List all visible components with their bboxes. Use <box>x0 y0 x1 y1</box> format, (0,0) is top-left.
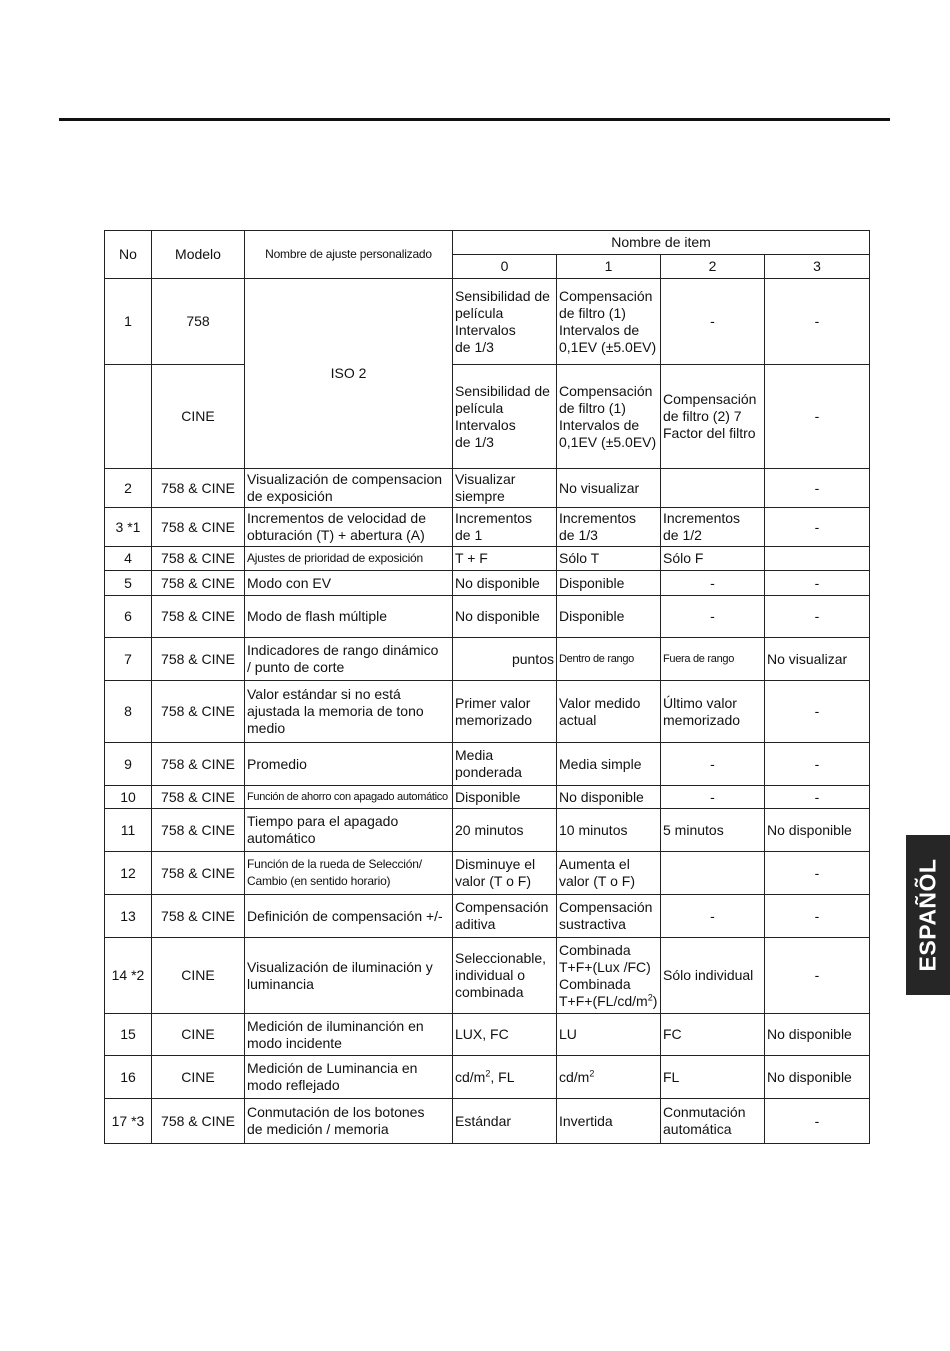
row-item-0-suffix: , FL <box>490 1068 515 1085</box>
row-no: 9 <box>105 743 152 786</box>
row-setting-name: Tiempo para el apagado automático <box>245 809 453 852</box>
row-setting-name: Conmutación de los botones de medición / memoria <box>245 1099 453 1144</box>
row-item-2: - <box>661 279 765 365</box>
row-item-2: Compensación de filtro (2) 7 Factor del filtro <box>661 365 765 469</box>
row-item-0: Primer valor memorizado <box>453 681 557 743</box>
row-no: 1 <box>105 279 152 365</box>
table-row <box>105 681 870 743</box>
row-item-3: - <box>765 681 870 743</box>
header-item-2: 2 <box>661 255 765 279</box>
row-model: 758 & CINE <box>152 743 245 786</box>
row-item-1: Compensación de filtro (1) Intervalos de 0,1EV (±5.0EV) <box>557 279 661 365</box>
row-item-2: Fuera de rango <box>661 638 765 681</box>
header-item-group: Nombre de item <box>453 231 870 255</box>
row-setting-name: Función de la rueda de Selección/ Cambio (en sentido horario) <box>245 852 453 895</box>
row-item-1: Disponible <box>557 571 661 596</box>
row-item-3: - <box>765 895 870 938</box>
header-model: Modelo <box>152 231 245 279</box>
row-model: CINE <box>152 1056 245 1099</box>
row-item-2: 5 minutos <box>661 809 765 852</box>
table-row <box>105 596 870 638</box>
row-no: 11 <box>105 809 152 852</box>
table-row <box>105 743 870 786</box>
row-no: 16 <box>105 1056 152 1099</box>
table-row <box>105 938 870 1014</box>
row-item-1: Incrementos de 1/3 <box>557 508 661 547</box>
row-item-0: puntos <box>453 638 557 681</box>
row-model: 758 & CINE <box>152 638 245 681</box>
row-item-3: - <box>765 571 870 596</box>
row-item-2: Sólo F <box>661 547 765 571</box>
row-no: 12 <box>105 852 152 895</box>
row-model: 758 & CINE <box>152 1099 245 1144</box>
row-no <box>105 365 152 469</box>
row-item-0 <box>453 1056 557 1099</box>
language-tab <box>906 835 950 995</box>
row-item-2: - <box>661 786 765 809</box>
row-setting-name: Función de ahorro con apagado automático <box>245 786 453 809</box>
row-item-3: - <box>765 938 870 1014</box>
header-no: No <box>105 231 152 279</box>
row-item-0: Media ponderada <box>453 743 557 786</box>
row-item-1: Media simple <box>557 743 661 786</box>
row-item-1 <box>557 1056 661 1099</box>
row-model: CINE <box>152 938 245 1014</box>
row-item-3: - <box>765 852 870 895</box>
row-item-0: LUX, FC <box>453 1014 557 1056</box>
row-model: CINE <box>152 1014 245 1056</box>
row-item-0: No disponible <box>453 571 557 596</box>
row-item-2: - <box>661 596 765 638</box>
table-row <box>105 469 870 508</box>
row-item-2: - <box>661 895 765 938</box>
row-item-0: Disminuye el valor (T o F) <box>453 852 557 895</box>
row-no: 6 <box>105 596 152 638</box>
row-model: 758 & CINE <box>152 596 245 638</box>
row-item-1-text: Combinada T+F+(Lux /FC) Combinada T+F+(FL/cd/m <box>559 941 651 1009</box>
row-item-0: Estándar <box>453 1099 557 1144</box>
row-no: 10 <box>105 786 152 809</box>
row-item-0: Sensibilidad de película Intervalos de 1/3 <box>453 365 557 469</box>
row-item-1: Aumenta el valor (T o F) <box>557 852 661 895</box>
row-item-0: No disponible <box>453 596 557 638</box>
table-row <box>105 571 870 596</box>
row-item-0: Seleccionable, individual o combinada <box>453 938 557 1014</box>
row-model: 758 & CINE <box>152 547 245 571</box>
row-item-2: Conmutación automática <box>661 1099 765 1144</box>
row-model: 758 & CINE <box>152 786 245 809</box>
row-item-2: FC <box>661 1014 765 1056</box>
table-row <box>105 1099 870 1144</box>
row-item-2: FL <box>661 1056 765 1099</box>
row-setting-name: Visualización de iluminación y luminancia <box>245 938 453 1014</box>
row-no: 3 *1 <box>105 508 152 547</box>
row-item-2: - <box>661 571 765 596</box>
row-item-2 <box>661 469 765 508</box>
row-no: 2 <box>105 469 152 508</box>
row-model: 758 & CINE <box>152 469 245 508</box>
superscript: 2 <box>485 1067 491 1078</box>
row-item-1: Invertida <box>557 1099 661 1144</box>
table-row <box>105 638 870 681</box>
header-setting-name: Nombre de ajuste personalizado <box>245 231 453 279</box>
table-row <box>105 365 870 469</box>
row-item-0: T + F <box>453 547 557 571</box>
row-model: 758 & CINE <box>152 809 245 852</box>
row-setting-name: Valor estándar si no está ajustada la memoria de tono medio <box>245 681 453 743</box>
row-no: 17 *3 <box>105 1099 152 1144</box>
table-row <box>105 279 870 365</box>
row-item-0: Incrementos de 1 <box>453 508 557 547</box>
row-item-3: No visualizar <box>765 638 870 681</box>
row-setting-name: ISO 2 <box>245 279 453 469</box>
row-item-3: - <box>765 365 870 469</box>
row-item-1: Compensación sustractiva <box>557 895 661 938</box>
row-item-3: No disponible <box>765 809 870 852</box>
row-setting-name: Modo con EV <box>245 571 453 596</box>
row-no: 7 <box>105 638 152 681</box>
row-item-0: Visualizar siempre <box>453 469 557 508</box>
row-item-1: LU <box>557 1014 661 1056</box>
row-item-3: - <box>765 1099 870 1144</box>
row-item-1-suffix: ) <box>652 992 658 1009</box>
row-item-0: Disponible <box>453 786 557 809</box>
row-item-0: Sensibilidad de película Intervalos de 1/3 <box>453 279 557 365</box>
row-setting-name: Incrementos de velocidad de obturación (T) + abertura (A) <box>245 508 453 547</box>
superscript: 2 <box>589 1067 595 1078</box>
language-tab-label: ESPAÑÕL <box>914 858 941 972</box>
row-model: 758 <box>152 279 245 365</box>
row-setting-name: Ajustes de prioridad de exposición <box>245 547 453 571</box>
header-item-0: 0 <box>453 255 557 279</box>
table-row <box>105 1056 870 1099</box>
row-item-1: No disponible <box>557 786 661 809</box>
row-model: 758 & CINE <box>152 571 245 596</box>
row-no: 8 <box>105 681 152 743</box>
table-row <box>105 809 870 852</box>
row-item-1: Dentro de rango <box>557 638 661 681</box>
table-row <box>105 547 870 571</box>
row-item-1 <box>557 938 661 1014</box>
row-setting-name: Modo de flash múltiple <box>245 596 453 638</box>
row-item-0: Compensación aditiva <box>453 895 557 938</box>
row-item-1: Valor medido actual <box>557 681 661 743</box>
row-item-0: 20 minutos <box>453 809 557 852</box>
table-row <box>105 895 870 938</box>
row-item-3: - <box>765 786 870 809</box>
row-item-1: Compensación de filtro (1) Intervalos de 0,1EV (±5.0EV) <box>557 365 661 469</box>
table-row <box>105 786 870 809</box>
row-item-1-text: cd/m <box>559 1068 590 1085</box>
row-model: 758 & CINE <box>152 852 245 895</box>
row-item-3 <box>765 547 870 571</box>
row-item-3: - <box>765 743 870 786</box>
row-model: 758 & CINE <box>152 681 245 743</box>
row-item-2: Incrementos de 1/2 <box>661 508 765 547</box>
row-no: 14 *2 <box>105 938 152 1014</box>
row-setting-name: Promedio <box>245 743 453 786</box>
row-no: 13 <box>105 895 152 938</box>
header-item-1: 1 <box>557 255 661 279</box>
row-item-1: 10 minutos <box>557 809 661 852</box>
row-model: CINE <box>152 365 245 469</box>
row-model: 758 & CINE <box>152 895 245 938</box>
row-item-1: Disponible <box>557 596 661 638</box>
row-item-2: Sólo individual <box>661 938 765 1014</box>
row-item-0-text: cd/m <box>455 1068 486 1085</box>
row-setting-name: Medición de Luminancia en modo reflejado <box>245 1056 453 1099</box>
header-item-3: 3 <box>765 255 870 279</box>
row-item-3: No disponible <box>765 1014 870 1056</box>
row-item-2 <box>661 852 765 895</box>
row-item-3: - <box>765 596 870 638</box>
row-model: 758 & CINE <box>152 508 245 547</box>
row-no: 15 <box>105 1014 152 1056</box>
table-row <box>105 508 870 547</box>
top-rule <box>59 118 890 121</box>
row-setting-name: Visualización de compensacion de exposición <box>245 469 453 508</box>
row-item-1: No visualizar <box>557 469 661 508</box>
row-setting-name: Indicadores de rango dinámico / punto de corte <box>245 638 453 681</box>
row-setting-name: Definición de compensación +/- <box>245 895 453 938</box>
table-row <box>105 852 870 895</box>
row-item-1: Sólo T <box>557 547 661 571</box>
row-no: 5 <box>105 571 152 596</box>
custom-settings-table <box>104 230 870 1144</box>
row-item-3: - <box>765 508 870 547</box>
row-no: 4 <box>105 547 152 571</box>
row-item-3: No disponible <box>765 1056 870 1099</box>
table-row <box>105 1014 870 1056</box>
row-setting-name: Medición de iluminanción en modo incidente <box>245 1014 453 1056</box>
row-item-3: - <box>765 469 870 508</box>
superscript: 2 <box>647 991 653 1002</box>
row-item-3: - <box>765 279 870 365</box>
row-item-2: - <box>661 743 765 786</box>
row-item-2: Último valor memorizado <box>661 681 765 743</box>
header-row <box>105 231 870 255</box>
